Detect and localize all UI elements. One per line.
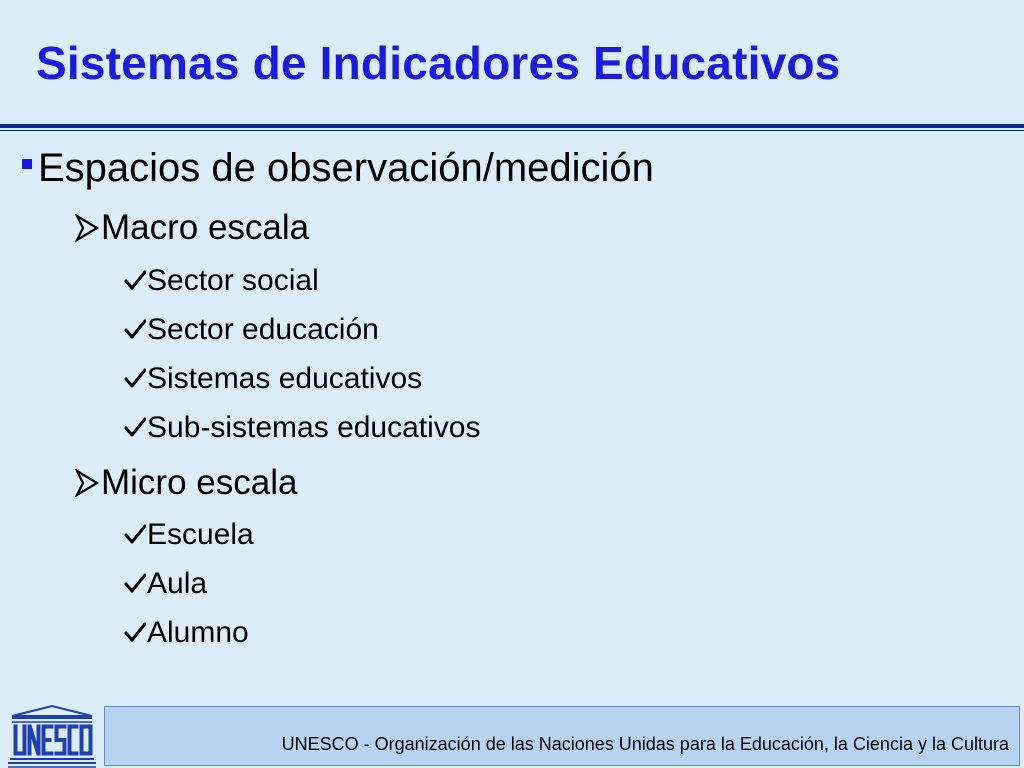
bullet-level1-text: Espacios de observación/medición (38, 146, 654, 190)
check-icon (124, 523, 146, 545)
check-icon (124, 416, 146, 438)
footer-text: UNESCO - Organización de las Naciones Unidas para la Educación, la Ciencia y la Cultura (281, 734, 1009, 754)
list-item-text: Alumno (147, 616, 249, 649)
bullet-macro (74, 208, 309, 248)
list-item (124, 362, 422, 396)
list-item (124, 518, 254, 552)
check-icon (124, 621, 146, 643)
arrow-bullet-icon (74, 469, 100, 497)
list-item-text: Escuela (147, 518, 254, 551)
bullet-level1 (22, 146, 654, 191)
bullet-micro-label: Micro escala (101, 463, 298, 502)
title-divider-thin (0, 130, 1024, 131)
check-icon (124, 572, 146, 594)
check-icon (124, 318, 146, 340)
check-icon (124, 269, 146, 291)
bullet-micro (74, 463, 297, 503)
list-item-text: Sub-sistemas educativos (147, 411, 481, 444)
unesco-logo (8, 704, 96, 768)
list-item (124, 313, 379, 347)
list-item-text: Aula (147, 567, 208, 600)
list-item (124, 264, 319, 298)
list-item (124, 411, 481, 445)
bullet-macro-label: Macro escala (101, 208, 310, 247)
list-item-text: Sector social (147, 264, 319, 297)
list-item (124, 567, 207, 601)
list-item-text: Sistemas educativos (147, 362, 423, 395)
title-divider (0, 124, 1024, 128)
footer (0, 702, 1024, 768)
square-bullet-icon (22, 159, 32, 169)
footer-bar (104, 706, 1020, 766)
list-item (124, 616, 249, 650)
check-icon (124, 367, 146, 389)
slide-title: Sistemas de Indicadores Educativos (36, 37, 841, 89)
arrow-bullet-icon (74, 214, 100, 242)
list-item-text: Sector educación (147, 313, 379, 346)
